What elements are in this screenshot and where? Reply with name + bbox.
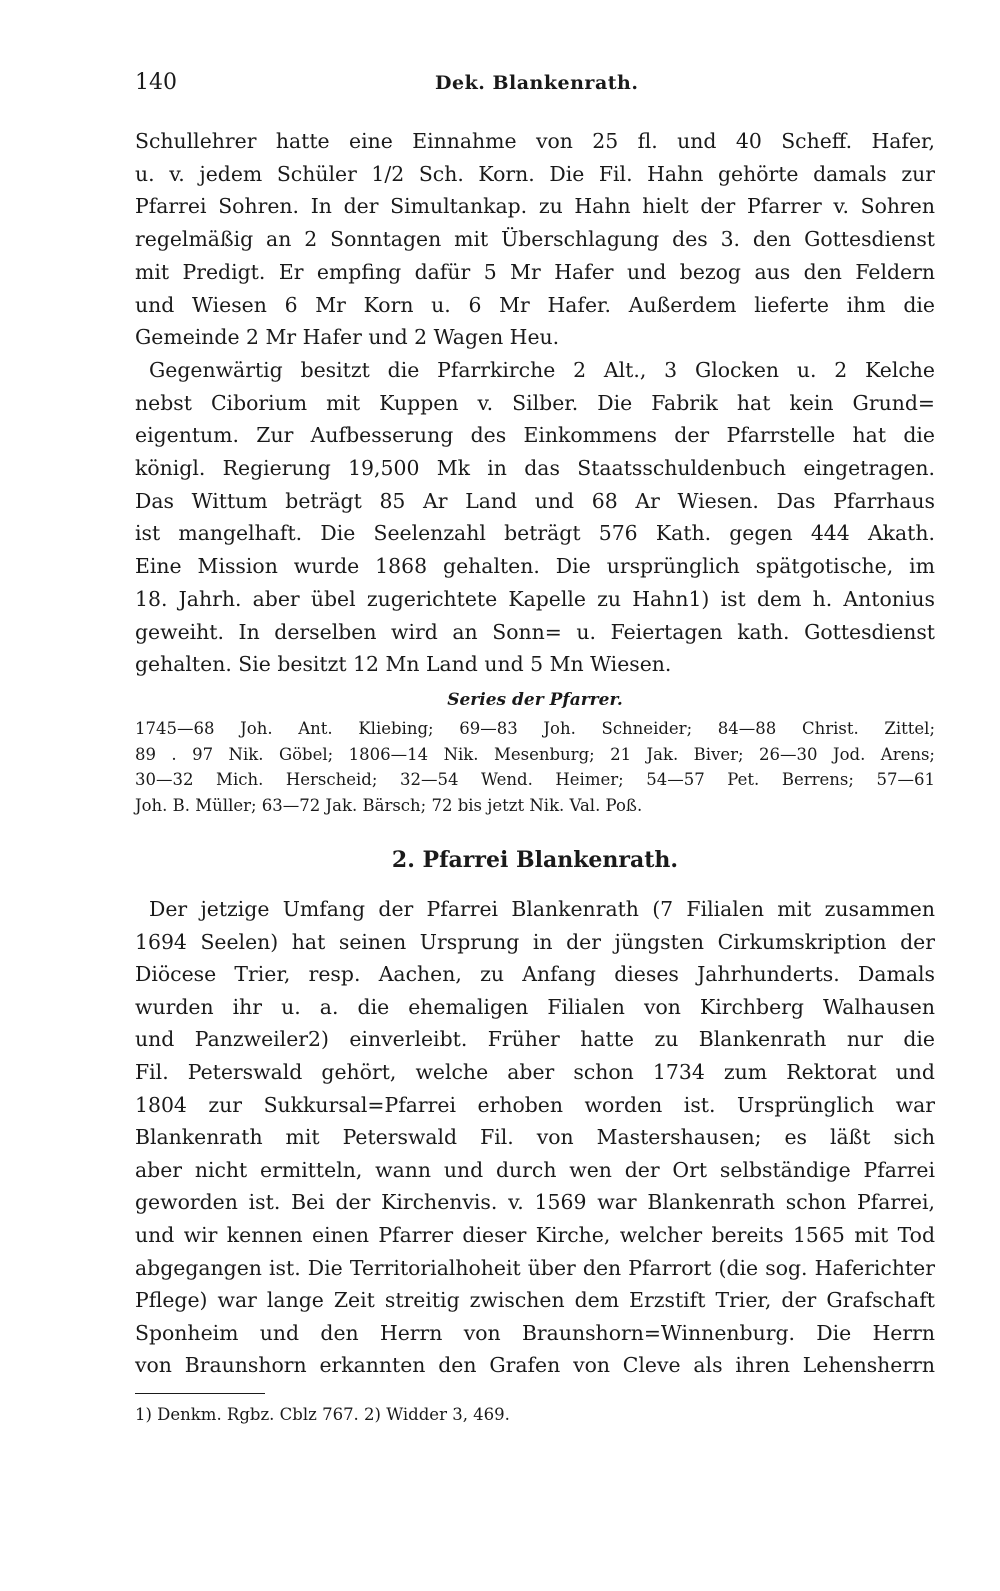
text-line: 18. Jahrh. aber übel zugerichtete Kapelle zu Hahn1) ist dem h. Antonius	[135, 586, 935, 611]
text-line: wurden ihr u. a. die ehemaligen Filialen von Kirchberg Walhausen	[135, 994, 935, 1019]
text-line: geworden ist. Bei der Kirchenvis. v. 1569 war Blankenrath schon Pfarrei,	[135, 1190, 935, 1215]
text-line: Der jetzige Umfang der Pfarrei Blankenrath (7 Filialen mit zusammen	[149, 897, 935, 921]
text-line: und Wiesen 6 Mr Korn u. 6 Mr Hafer. Außerdem lieferte ihm die	[135, 292, 935, 317]
text-line: regelmäßig an 2 Sonntagen mit Überschlagung des 3. den Gottesdienst	[135, 227, 935, 252]
text-line: abgegangen ist. Die Territorialhoheit über den Pfarrort (die sog. Haferichter	[135, 1255, 935, 1280]
footnote-divider	[135, 1393, 265, 1394]
text-line: Schullehrer hatte eine Einnahme von 25 fl. und 40 Scheff. Hafer,	[135, 129, 935, 153]
text-line: Pfarrei Sohren. In der Simultankap. zu Hahn hielt der Pfarrer v. Sohren	[135, 194, 935, 219]
text-line: Sponheim und den Herrn von Braunshorn=Winnenburg. Die Herrn	[135, 1320, 935, 1345]
body-paragraphs	[135, 125, 935, 681]
text-line: eigentum. Zur Aufbesserung des Einkommens der Pfarrstelle hat die	[135, 423, 935, 448]
text-line: 1804 zur Sukkursal=Pfarrei erhoben worden ist. Ursprünglich war	[135, 1092, 935, 1117]
text-line: und Panzweiler2) einverleibt. Früher hatte zu Blankenrath nur die	[135, 1027, 935, 1052]
text-line: Gegenwärtig besitzt die Pfarrkirche 2 Alt., 3 Glocken u. 2 Kelche	[149, 357, 935, 382]
series-list	[135, 716, 935, 818]
text-line: ist mangelhaft. Die Seelenzahl beträgt 576 Kath. gegen 444 Akath.	[135, 521, 935, 546]
text-line: und wir kennen einen Pfarrer dieser Kirche, welcher bereits 1565 mit Tod	[135, 1222, 935, 1247]
series-line: 89 . 97 Nik. Göbel; 1806—14 Nik. Mesenburg; 21 Jak. Biver; 26—30 Jod. Arens;	[135, 744, 935, 764]
text-line: aber nicht ermitteln, wann und durch wen der Ort selbständige Pfarrei	[135, 1157, 935, 1182]
series-line: 1745—68 Joh. Ant. Kliebing; 69—83 Joh. Schneider; 84—88 Christ. Zittel;	[135, 719, 935, 738]
text-line: von Braunshorn erkannten den Grafen von Cleve als ihren Lehensherrn	[135, 1353, 935, 1378]
text-line: Eine Mission wurde 1868 gehalten. Die ursprünglich spätgotische, im	[135, 554, 935, 579]
text-line: Das Wittum beträgt 85 Ar Land und 68 Ar Wiesen. Das Pfarrhaus	[135, 488, 935, 513]
text-line: 1694 Seelen) hat seinen Ursprung in der jüngsten Cirkumskription der	[135, 929, 935, 954]
page-number: 140	[135, 70, 177, 95]
text-line: nebst Ciborium mit Kuppen v. Silber. Die Fabrik hat kein Grund=	[135, 390, 935, 415]
footnotes: 1) Denkm. Rgbz. Cblz 767. 2) Widder 3, 469.	[135, 1405, 510, 1424]
section-paragraph	[135, 893, 935, 1382]
text-line: geweiht. In derselben wird an Sonn= u. Feiertagen kath. Gottesdienst	[135, 619, 935, 644]
text-line: königl. Regierung 19,500 Mk in das Staatsschuldenbuch eingetragen.	[135, 456, 935, 481]
section-heading: 2. Pfarrei Blankenrath.	[391, 847, 679, 873]
text-line: u. v. jedem Schüler 1/2 Sch. Korn. Die Fil. Hahn gehörte damals zur	[135, 161, 935, 186]
page-header	[135, 70, 935, 106]
text-line: gehalten. Sie besitzt 12 Mn Land und 5 Mn Wiesen.	[135, 652, 672, 677]
text-line: Pflege) war lange Zeit streitig zwischen dem Erzstift Trier, der Grafschaft	[135, 1288, 935, 1313]
running-head: Dek. Blankenrath.	[435, 72, 639, 94]
text-line: Gemeinde 2 Mr Hafer und 2 Wagen Heu.	[135, 325, 560, 350]
series-title: Series der Pfarrer.	[447, 690, 623, 710]
text-line: Blankenrath mit Peterswald Fil. von Mastershausen; es läßt sich	[135, 1125, 935, 1150]
text-line: Fil. Peterswald gehört, welche aber schon 1734 zum Rektorat und	[135, 1059, 935, 1084]
text-line: Diöcese Trier, resp. Aachen, zu Anfang dieses Jahrhunderts. Damals	[135, 962, 935, 987]
series-line: 30—32 Mich. Herscheid; 32—54 Wend. Heimer; 54—57 Pet. Berrens; 57—61	[135, 770, 935, 789]
series-line: Joh. B. Müller; 63—72 Jak. Bärsch; 72 bis jetzt Nik. Val. Poß.	[135, 795, 643, 815]
text-line: mit Predigt. Er empfing dafür 5 Mr Hafer und bezog aus den Feldern	[135, 259, 935, 284]
